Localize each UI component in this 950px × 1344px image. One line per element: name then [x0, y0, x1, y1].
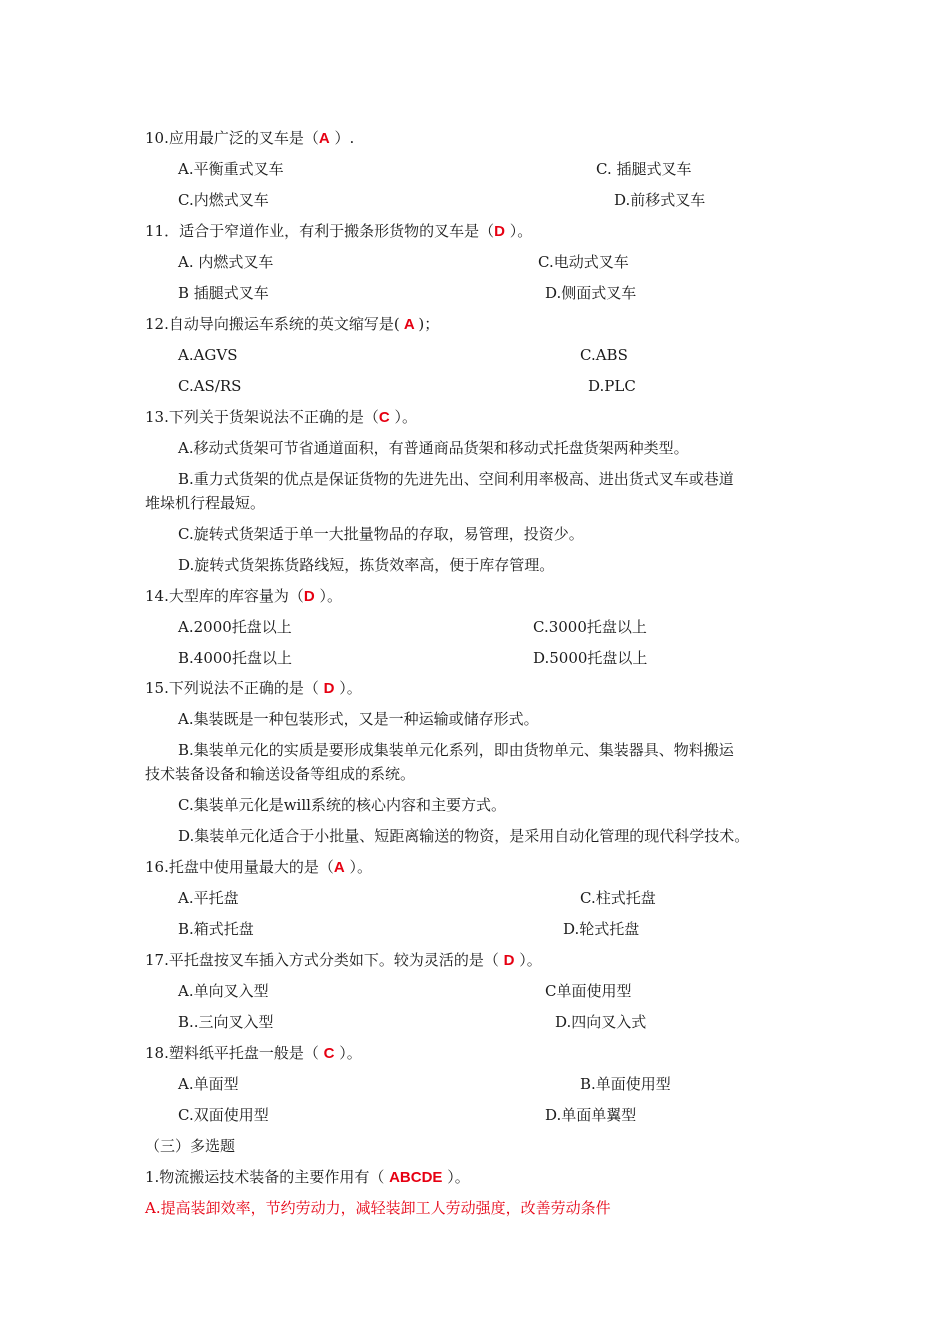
question-tail: ）。 — [504, 222, 533, 240]
option-a: A.单面型 — [178, 1075, 239, 1093]
question-text: 13.下列关于货架说法不正确的是（ — [145, 408, 379, 426]
answer-mark: A — [318, 130, 330, 147]
question-tail: ）。 — [514, 951, 542, 969]
answer-mark: D — [323, 680, 335, 697]
option-b-continued: 堆垛机行程最短。 — [145, 494, 266, 512]
option-c: C.旋转式货架适于单一大批量物品的存取，易管理，投资少。 — [178, 525, 584, 543]
question-15 — [145, 678, 362, 698]
multi-question-1 — [145, 1167, 470, 1187]
question-text: 18.塑料纸平托盘一般是（ — [145, 1044, 324, 1062]
option-c: C. 插腿式叉车 — [596, 160, 692, 178]
option-c: C.内燃式叉车 — [178, 191, 269, 209]
question-text: 15.下列说法不正确的是（ — [145, 679, 324, 697]
question-text: 10.应用最广泛的叉车是（ — [145, 129, 319, 147]
option-b: B.4000托盘以上 — [178, 649, 292, 667]
question-tail: ）。 — [442, 1168, 470, 1186]
answer-mark: A — [399, 316, 419, 333]
option-a-highlighted: A.提高装卸效率，节约劳动力，减轻装卸工人劳动强度，改善劳动条件 — [145, 1199, 611, 1217]
question-17 — [145, 950, 542, 970]
option-a: A.平托盘 — [178, 889, 239, 907]
option-b: B..三向叉入型 — [178, 1013, 274, 1031]
option-c: C.ABS — [580, 346, 628, 364]
option-b-continued: 技术装备设备和输送设备等组成的系统。 — [145, 765, 416, 783]
answer-mark: D — [303, 588, 315, 605]
option-a: A.平衡重式叉车 — [178, 160, 284, 178]
question-11 — [145, 221, 532, 241]
question-16 — [145, 857, 372, 877]
question-tail: ）。 — [344, 858, 372, 876]
section-heading: （三）多选题 — [145, 1137, 236, 1155]
answer-mark: A — [333, 859, 345, 876]
option-b: B 插腿式叉车 — [178, 284, 269, 302]
option-c: C.双面使用型 — [178, 1106, 269, 1124]
option-c: C.电动式叉车 — [538, 253, 629, 271]
option-c: C.柱式托盘 — [580, 889, 656, 907]
option-d: D.PLC — [588, 377, 636, 395]
option-a: A.移动式货架可节省通道面积，有普通商品货架和移动式托盘货架两种类型。 — [178, 439, 689, 457]
question-12 — [145, 314, 439, 334]
question-text: 17.平托盘按叉车插入方式分类如下。较为灵活的是（ — [145, 951, 504, 969]
option-a: A. 内燃式叉车 — [178, 253, 274, 271]
option-b: B.单面使用型 — [580, 1075, 671, 1093]
option-b: B.集装单元化的实质是要形成集装单元化系列，即由货物单元、集装器具、物料搬运 — [178, 741, 734, 759]
answer-mark: C — [323, 1045, 335, 1062]
answer-mark: C — [378, 409, 390, 426]
option-d: D.集装单元化适合于小批量、短距离输送的物资，是采用自动化管理的现代科学技术。 — [178, 827, 750, 845]
option-c: C.集装单元化是will系统的核心内容和主要方式。 — [178, 796, 506, 814]
answer-mark: D — [503, 952, 515, 969]
option-b: B.箱式托盘 — [178, 920, 254, 938]
question-text: 14.大型库的库容量为（ — [145, 587, 304, 605]
question-10 — [145, 128, 354, 148]
option-c: C.AS/RS — [178, 377, 242, 395]
option-c: C.3000托盘以上 — [533, 618, 647, 636]
question-14 — [145, 586, 342, 606]
question-text: 12.自动导向搬运车系统的英文缩写是( — [145, 315, 400, 333]
option-d: D.5000托盘以上 — [533, 649, 648, 667]
option-a: A.单向叉入型 — [178, 982, 269, 1000]
question-tail: ）。 — [314, 587, 342, 605]
question-text: 11．适合于窄道作业，有利于搬条形货物的叉车是（ — [145, 222, 495, 240]
option-a: A.集装既是一种包装形式，又是一种运输或储存形式。 — [178, 710, 539, 728]
option-d: D.轮式托盘 — [563, 920, 640, 938]
option-d: D.侧面式叉车 — [545, 284, 637, 302]
option-c: C单面使用型 — [545, 982, 632, 1000]
question-18 — [145, 1043, 362, 1063]
answer-mark: ABCDE — [389, 1169, 443, 1186]
option-d: D.四向叉入式 — [555, 1013, 647, 1031]
option-b: B.重力式货架的优点是保证货物的先进先出、空间利用率极高、进出货式叉车或巷道 — [178, 470, 734, 488]
option-d: D.旋转式货架拣货路线短，拣货效率高，便于库存管理。 — [178, 556, 555, 574]
question-tail: ）。 — [334, 679, 362, 697]
question-text: 16.托盘中使用量最大的是（ — [145, 858, 334, 876]
question-text: 1.物流搬运技术装备的主要作用有（ — [145, 1168, 390, 1186]
question-tail: )； — [418, 315, 440, 333]
option-a: A.AGVS — [178, 346, 238, 364]
option-a: A.2000托盘以上 — [178, 618, 292, 636]
question-tail: ）。 — [334, 1044, 362, 1062]
option-d: D.单面单翼型 — [545, 1106, 637, 1124]
question-tail: ）。 — [389, 408, 417, 426]
question-tail: ）. — [329, 129, 355, 147]
question-13 — [145, 407, 417, 427]
option-d: D.前移式叉车 — [614, 191, 706, 209]
answer-mark: D — [494, 223, 505, 240]
